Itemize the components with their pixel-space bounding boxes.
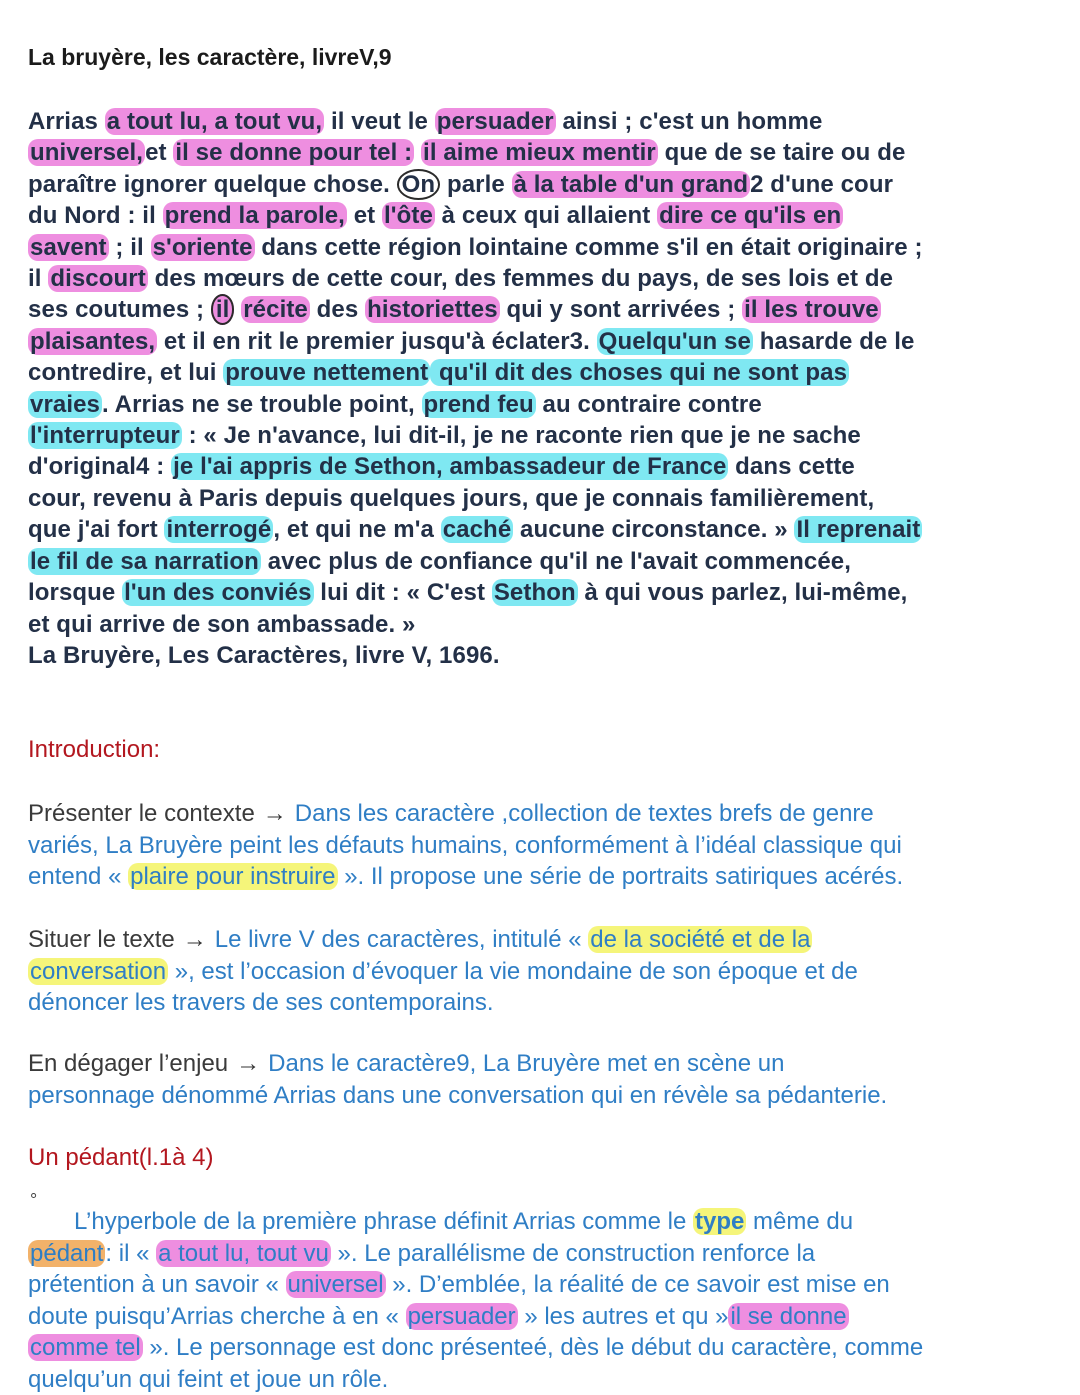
text-segment: d'original4 :: [28, 453, 171, 480]
passage-line: [28, 483, 1050, 514]
text-segment: plaisantes,: [28, 328, 157, 355]
stakes-label: En dégager l’enjeu: [28, 1050, 228, 1077]
context-paragraph: [28, 798, 1040, 893]
text-segment: hasarde de le: [753, 328, 914, 355]
text-segment: persuader: [435, 108, 556, 135]
text-segment: l'ôte: [382, 202, 435, 229]
text-segment: Dans le caractère9, La Bruyère met en scène un: [268, 1050, 784, 1077]
passage-line: [28, 200, 1050, 231]
text-segment: entend «: [28, 863, 128, 890]
text-segment: l'un des conviés: [122, 579, 313, 606]
text-segment: ; il: [109, 234, 151, 261]
text-segment: : « Je n'avance, lui dit-il, je ne raconte rien que je ne sache: [182, 422, 861, 449]
text-segment: de la société et de la: [588, 926, 812, 953]
arrow-icon: →: [228, 1050, 268, 1077]
text-segment: il: [28, 265, 48, 292]
text-segment: il les trouve: [742, 296, 881, 323]
text-segment: », est l’occasion d’évoquer la vie mondaine de son époque et de: [168, 958, 858, 985]
text-segment: comme tel: [28, 1334, 143, 1361]
text-segment: des: [310, 296, 365, 323]
text-segment: des mœurs de cette cour, des femmes du pays, de ses lois et de: [148, 265, 893, 292]
bullet-icon: °: [30, 1190, 37, 1211]
text-segment: et il en rit le premier jusqu'à éclater3.: [157, 328, 597, 355]
text-segment: à ceux qui allaient: [435, 202, 657, 229]
text-segment: dire ce qu'ils en: [657, 202, 843, 229]
text-segment: ainsi ; c'est un homme: [556, 108, 823, 135]
text-segment: même du: [746, 1208, 853, 1235]
text-segment: prétention à un savoir «: [28, 1271, 286, 1298]
text-segment: et qui arrive de son ambassade. »: [28, 611, 415, 638]
text-segment: prend feu: [422, 391, 536, 418]
text-segment: je l'ai appris de Sethon, ambassadeur de France: [171, 453, 728, 480]
situate-label: Situer le texte: [28, 926, 175, 953]
text-segment: doute puisqu’Arrias cherche à en «: [28, 1303, 406, 1330]
text-segment: variés, La Bruyère peint les défauts humains, conformément à l’idéal classique qui: [28, 830, 1040, 862]
passage-line: [28, 389, 1050, 420]
text-segment: discourt: [48, 265, 147, 292]
situate-paragraph: [28, 924, 1040, 1019]
text-segment: caché: [441, 516, 514, 543]
circled-word: On: [397, 169, 441, 200]
text-segment: aucune circonstance. »: [513, 516, 794, 543]
text-segment: » les autres et qu »: [518, 1303, 729, 1330]
text-segment: ». D’emblée, la réalité de ce savoir est mise en: [386, 1271, 890, 1298]
circled-word: il: [211, 294, 235, 325]
text-segment: vraies: [28, 391, 102, 418]
passage-line: [28, 169, 1050, 200]
text-segment: savent: [28, 234, 109, 261]
text-segment: du Nord : il: [28, 202, 163, 229]
text-segment: s'oriente: [151, 234, 255, 261]
text-segment: Arrias: [28, 108, 105, 135]
text-segment: il aime mieux mentir: [421, 139, 658, 166]
passage-line: [28, 357, 1050, 388]
text-segment: à qui vous parlez, lui-même,: [578, 579, 908, 606]
passage-line: [28, 294, 1050, 325]
text-segment: quelqu’un qui feint et joue un rôle.: [28, 1364, 1040, 1395]
pedant-paragraph: [28, 1206, 1040, 1395]
text-segment: universel,: [28, 139, 145, 166]
text-segment: personnage dénommé Arrias dans une conversation qui en révèle sa pédanterie.: [28, 1080, 1040, 1112]
text-segment: : il «: [105, 1240, 156, 1267]
text-segment: type: [693, 1208, 746, 1235]
text-segment: Dans les caractère ,collection de textes brefs de genre: [295, 800, 874, 827]
text-segment: prend la parole,: [163, 202, 347, 229]
text-segment: dans cette: [728, 453, 854, 480]
passage-line: [28, 609, 1050, 640]
text-segment: récite: [241, 296, 310, 323]
source-passage: [28, 106, 1050, 671]
text-segment: conversation: [28, 958, 168, 985]
text-segment: dans cette région lointaine comme s'il en était originaire ;: [255, 234, 923, 261]
passage-line: [28, 420, 1050, 451]
text-segment: que de se taire ou de: [658, 139, 906, 166]
arrow-icon: →: [255, 800, 295, 827]
text-segment: . Arrias ne se trouble point,: [102, 391, 422, 418]
passage-line: [28, 326, 1050, 357]
text-segment: lui dit : « C'est: [314, 579, 492, 606]
text-segment: l'interrupteur: [28, 422, 182, 449]
text-segment: au contraire contre: [536, 391, 762, 418]
text-segment: parle: [440, 171, 511, 198]
text-segment: persuader: [406, 1303, 518, 1330]
text-segment: interrogé: [164, 516, 273, 543]
passage-line: [28, 137, 1050, 168]
text-segment: il se donne: [728, 1303, 848, 1330]
text-segment: à la table d'un grand: [512, 171, 751, 198]
text-segment: avec plus de confiance qu'il ne l'avait commencée,: [261, 548, 851, 575]
text-segment: Quelqu'un se: [597, 328, 753, 355]
text-segment: La Bruyère, Les Caractères, livre V, 1696.: [28, 642, 500, 669]
text-segment: a tout lu, tout vu: [156, 1240, 331, 1267]
text-segment: contredire, et lui: [28, 359, 223, 386]
pedant-heading: Un pédant(l.1à 4): [28, 1144, 1040, 1172]
passage-line: [28, 546, 1050, 577]
text-segment: qui y sont arrivées ;: [500, 296, 742, 323]
text-segment: L’hyperbole de la première phrase définit Arrias comme le: [74, 1208, 693, 1235]
passage-line: [28, 106, 1050, 137]
text-segment: ». Il propose une série de portraits satiriques acérés.: [338, 863, 904, 890]
text-segment: dénoncer les travers de ses contemporains.: [28, 987, 1040, 1019]
text-segment: cour, revenu à Paris depuis quelques jours, que je connais familièrement,: [28, 485, 874, 512]
context-label: Présenter le contexte: [28, 800, 255, 827]
passage-line: [28, 232, 1050, 263]
text-segment: Il reprenait: [794, 516, 922, 543]
passage-line: [28, 451, 1050, 482]
introduction-heading: Introduction:: [28, 736, 1040, 764]
document-title: La bruyère, les caractère, livreV,9: [28, 44, 1050, 71]
text-segment: universel: [286, 1271, 386, 1298]
text-segment: ». Le personnage est donc présenteé, dès le début du caractère, comme: [143, 1334, 924, 1361]
passage-line: [28, 263, 1050, 294]
stakes-paragraph: [28, 1048, 1040, 1111]
text-segment: le fil de sa narration: [28, 548, 261, 575]
text-segment: paraître ignorer quelque chose.: [28, 171, 397, 198]
text-segment: , et qui ne m'a: [273, 516, 440, 543]
text-segment: et: [347, 202, 382, 229]
text-segment: lorsque: [28, 579, 122, 606]
arrow-icon: →: [175, 926, 215, 953]
text-segment: Sethon: [492, 579, 578, 606]
text-segment: historiettes: [365, 296, 500, 323]
passage-source: [28, 640, 1050, 671]
text-segment: que j'ai fort: [28, 516, 164, 543]
text-segment: et: [145, 139, 173, 166]
text-segment: pédant: [28, 1240, 105, 1267]
text-segment: il veut le: [324, 108, 435, 135]
text-segment: Le livre V des caractères, intitulé «: [215, 926, 589, 953]
passage-line: [28, 577, 1050, 608]
text-segment: a tout lu, a tout vu,: [105, 108, 324, 135]
text-segment: ses coutumes ;: [28, 296, 211, 323]
passage-line: [28, 514, 1050, 545]
text-segment: plaire pour instruire: [128, 863, 337, 890]
text-segment: qu'il dit des choses qui ne sont pas: [430, 359, 849, 386]
text-segment: ». Le parallélisme de construction renforce la: [331, 1240, 815, 1267]
text-segment: 2 d'une cour: [750, 171, 893, 198]
text-segment: prouve nettement: [223, 359, 430, 386]
text-segment: il se donne pour tel :: [173, 139, 414, 166]
